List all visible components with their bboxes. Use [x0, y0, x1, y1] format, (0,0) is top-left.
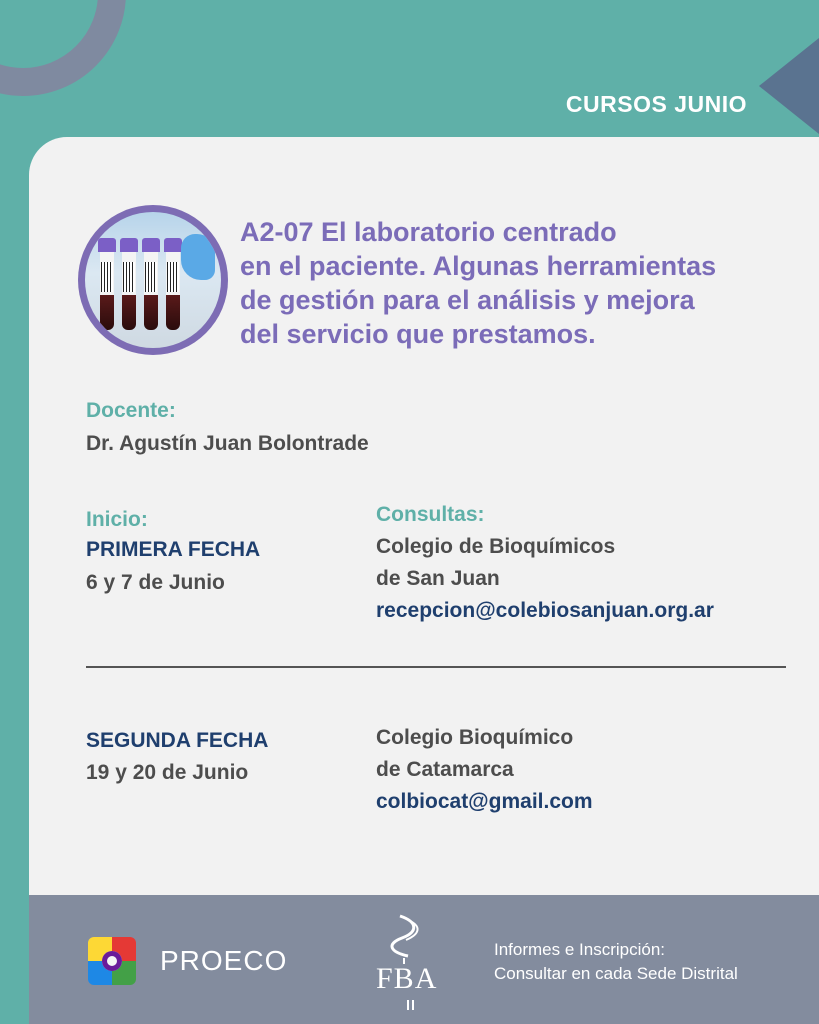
second-org-line2: de Catamarca — [376, 758, 514, 781]
course-photo — [78, 205, 228, 355]
footer-info-line2: Consultar en cada Sede Distrital — [494, 964, 738, 983]
course-title-line: en el paciente. Algunas herramientas — [240, 251, 717, 281]
proeco-wordmark: PROECO — [160, 945, 288, 976]
first-date-dates: 6 y 7 de Junio — [86, 571, 225, 594]
course-title — [240, 215, 810, 351]
blood-tubes-image — [85, 212, 221, 348]
course-title-line: A2-07 El laboratorio centrado — [240, 217, 617, 247]
decorative-ring — [0, 0, 126, 96]
course-title-line: del servicio que prestamos. — [240, 319, 596, 349]
fba-wordmark: FBA — [376, 962, 438, 995]
second-date-dates: 19 y 20 de Junio — [86, 761, 249, 784]
first-email-link[interactable]: recepcion@colebiosanjuan.org.ar — [376, 599, 714, 622]
contact-label: Consultas: — [376, 503, 485, 526]
tube-graphic — [121, 238, 137, 330]
first-org-line1: Colegio de Bioquímicos — [376, 535, 616, 558]
teacher-label: Docente: — [86, 399, 176, 422]
second-email-link[interactable]: colbiocat@gmail.com — [376, 790, 593, 813]
glove-graphic — [181, 234, 215, 280]
second-date-title: SEGUNDA FECHA — [86, 729, 269, 752]
proeco-logo-icon — [88, 937, 136, 985]
start-label: Inicio: — [86, 508, 148, 531]
tube-graphic — [165, 238, 181, 330]
footer-info — [494, 938, 738, 986]
footer-info-line1: Informes e Inscripción: — [494, 940, 666, 959]
first-date-title: PRIMERA FECHA — [86, 538, 261, 561]
tube-graphic — [99, 238, 115, 330]
course-title-line: de gestión para el análisis y mejora — [240, 285, 695, 315]
divider — [86, 666, 786, 668]
tube-graphic — [143, 238, 159, 330]
first-org-line2: de San Juan — [376, 567, 500, 590]
header-tag: CURSOS JUNIO — [565, 91, 747, 117]
decorative-triangle — [759, 38, 819, 134]
second-org-line1: Colegio Bioquímico — [376, 726, 574, 749]
teacher-name: Dr. Agustín Juan Bolontrade — [86, 432, 369, 455]
